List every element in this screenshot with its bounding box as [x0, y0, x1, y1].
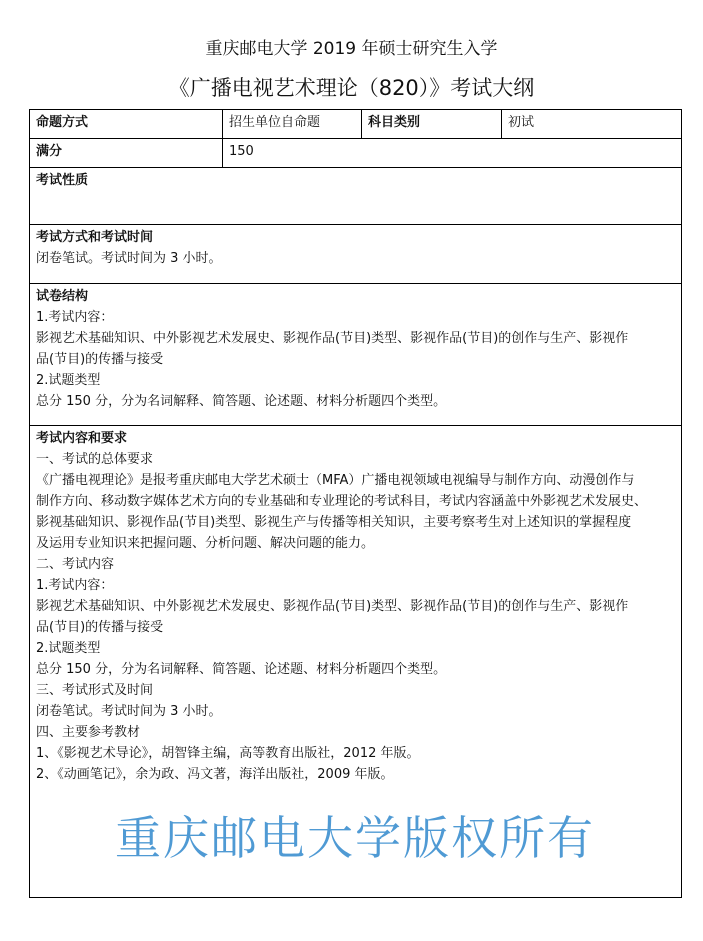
text-line: 三、考试形式及时间: [36, 683, 154, 698]
method-text: 闭卷笔试。考试时间为 3 小时。: [36, 251, 222, 266]
text-line: 影视基础知识、影视作品(节目)类型、影视生产与传播等相关知识，主要考察考生对上述知识的掌握程度: [36, 515, 632, 530]
text-line: 总分 150 分，分为名词解释、简答题、论述题、材料分析题四个类型。: [36, 394, 447, 409]
structure-section: [30, 284, 682, 426]
text-line: 2.试题类型: [36, 373, 101, 388]
text-line: 二、考试内容: [36, 557, 115, 572]
text-line: 影视艺术基础知识、中外影视艺术发展史、影视作品(节目)类型、影视作品(节目)的创作与生产、影视作: [36, 331, 629, 346]
table-row: [30, 168, 682, 225]
table-row: [30, 225, 682, 284]
nature-label: 考试性质: [30, 168, 682, 225]
text-line: 2.试题类型: [36, 641, 101, 656]
table-row: [30, 426, 682, 898]
document-title: 《广播电视艺术理论（820）》考试大纲: [168, 76, 535, 100]
text-line: 品(节目)的传播与接受: [36, 352, 164, 367]
text-line: 一、考试的总体要求: [36, 452, 154, 467]
method-label: 考试方式和考试时间: [36, 230, 154, 245]
category-label: 科目类别: [362, 110, 502, 139]
text-line: 2、《动画笔记》，余为政、冯文著，海洋出版社，2009 年版。: [36, 767, 394, 782]
text-line: 《广播电视理论》是报考重庆邮电大学艺术硕士（MFA）广播电视领域电视编导与制作方向、动漫创作与: [36, 473, 635, 488]
text-line: 1.考试内容：: [36, 310, 114, 325]
content-section: [30, 426, 682, 898]
table-row: [30, 139, 682, 168]
text-line: 闭卷笔试。考试时间为 3 小时。: [36, 704, 222, 719]
text-line: 影视艺术基础知识、中外影视艺术发展史、影视作品(节目)类型、影视作品(节目)的创作与生产、影视作: [36, 599, 629, 614]
content-label: 考试内容和要求: [36, 431, 128, 446]
table-row: [30, 110, 682, 139]
text-line: 制作方向、移动数字媒体艺术方向的专业基础和专业理论的考试科目，考试内容涵盖中外影视艺术发展史、: [36, 494, 648, 509]
text-line: 总分 150 分，分为名词解释、简答题、论述题、材料分析题四个类型。: [36, 662, 447, 677]
text-line: 四、主要参考教材: [36, 725, 141, 740]
score-value: 150: [223, 139, 682, 168]
syllabus-table: [29, 109, 682, 898]
text-line: 1.考试内容：: [36, 578, 114, 593]
text-line: 1、《影视艺术导论》，胡智锋主编，高等教育出版社，2012 年版。: [36, 746, 420, 761]
text-line: 品(节目)的传播与接受: [36, 620, 164, 635]
category-value: 初试: [502, 110, 682, 139]
proposition-value: 招生单位自命题: [223, 110, 362, 139]
score-label: 满分: [30, 139, 223, 168]
text-line: 及运用专业知识来把握问题、分析问题、解决问题的能力。: [36, 536, 375, 551]
watermark: 重庆邮电大学版权所有: [115, 811, 595, 865]
method-section: [30, 225, 682, 284]
document-subtitle: 重庆邮电大学 2019 年硕士研究生入学: [205, 39, 498, 59]
table-row: [30, 284, 682, 426]
structure-label: 试卷结构: [36, 289, 89, 304]
proposition-label: 命题方式: [30, 110, 223, 139]
